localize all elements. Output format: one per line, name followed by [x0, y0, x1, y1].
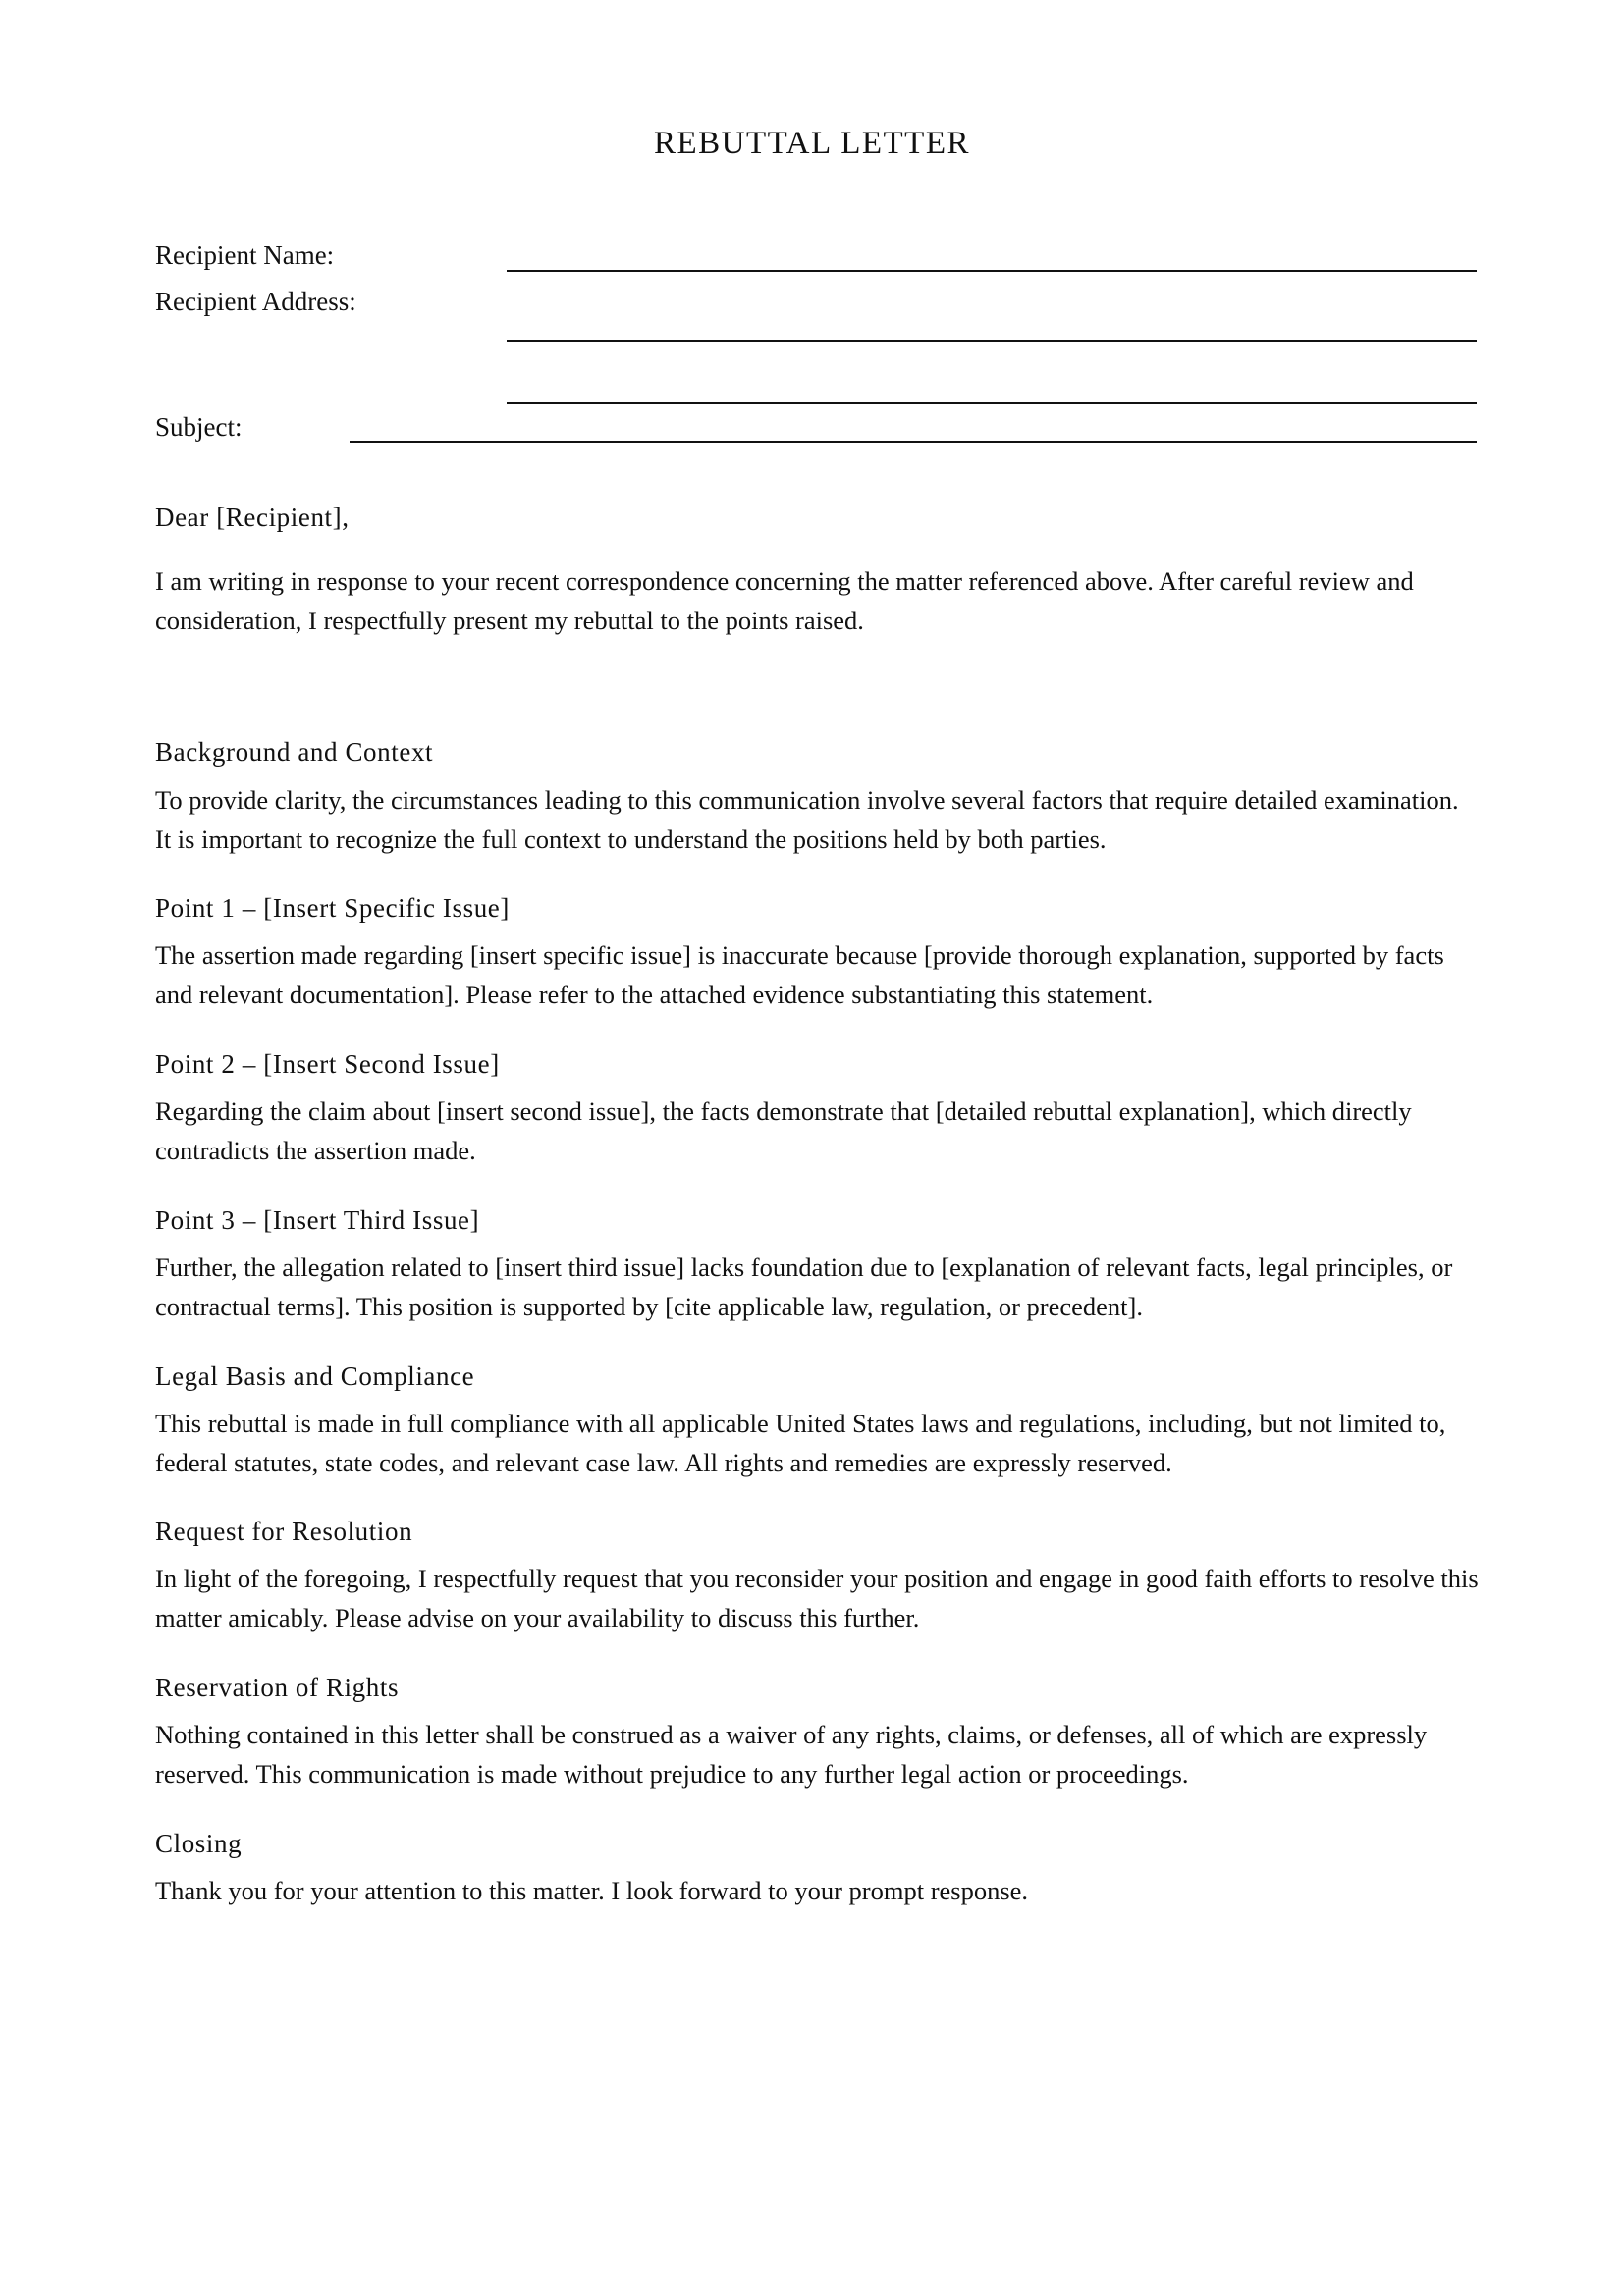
section-body-request-resolution: In light of the foregoing, I respectfully request that you reconsider your position and engage in good faith efforts to resolve this matter amicably. Please advise on your availability to discuss this further.	[155, 1564, 1479, 1632]
section-body-legal-basis: This rebuttal is made in full compliance with all applicable United States laws and regulations, including, but not limited to, federal statutes, state codes, and relevant case law. All rights and remedies are expressly reserved.	[155, 1409, 1446, 1477]
section-heading-closing: Closing	[155, 1829, 243, 1858]
section-body-background: To provide clarity, the circumstances leading to this communication involve several factors that require detailed examination. It is important to recognize the full context to understand the positions held by both parties.	[155, 785, 1459, 854]
document-title: REBUTTAL LETTER	[654, 126, 970, 161]
recipient-name-line[interactable]	[507, 270, 1477, 272]
section-heading-legal-basis: Legal Basis and Compliance	[155, 1362, 475, 1391]
subject-line[interactable]	[350, 441, 1477, 443]
section-body-point-2: Regarding the claim about [insert second issue], the facts demonstrate that [detailed rebuttal explanation], which directly contradicts the assertion made.	[155, 1096, 1412, 1165]
salutation: Dear [Recipient],	[155, 503, 350, 532]
subject-label: Subject:	[155, 412, 243, 442]
recipient-address-line-2[interactable]	[507, 402, 1477, 404]
section-heading-background: Background and Context	[155, 737, 434, 767]
section-heading-point-1: Point 1 – [Insert Specific Issue]	[155, 893, 510, 923]
section-heading-request-resolution: Request for Resolution	[155, 1517, 413, 1546]
section-heading-point-2: Point 2 – [Insert Second Issue]	[155, 1049, 500, 1079]
section-body-closing: Thank you for your attention to this matter. I look forward to your prompt response.	[155, 1876, 1029, 1905]
intro-paragraph: I am writing in response to your recent correspondence concerning the matter referenced above. After careful review and consideration, I respectfully present my rebuttal to the points raised.	[155, 566, 1414, 635]
section-body-point-3: Further, the allegation related to [insert third issue] lacks foundation due to [explanation of relevant facts, legal principles, or contractual terms]. This position is supported by [cite applicable law, regulation, or precedent].	[155, 1253, 1453, 1321]
recipient-address-label: Recipient Address:	[155, 287, 356, 316]
section-heading-point-3: Point 3 – [Insert Third Issue]	[155, 1205, 480, 1235]
section-body-point-1: The assertion made regarding [insert specific issue] is inaccurate because [provide thorough explanation, supported by facts and relevant documentation]. Please refer to the attached evidence substantiating this statement.	[155, 940, 1444, 1009]
recipient-address-line-1[interactable]	[507, 340, 1477, 342]
recipient-name-label: Recipient Name:	[155, 240, 335, 270]
section-body-reservation-rights: Nothing contained in this letter shall be construed as a waiver of any rights, claims, or defenses, all of which are expressly reserved. This communication is made without prejudice to any further legal action or proceedings.	[155, 1720, 1428, 1789]
section-heading-reservation-rights: Reservation of Rights	[155, 1673, 400, 1702]
